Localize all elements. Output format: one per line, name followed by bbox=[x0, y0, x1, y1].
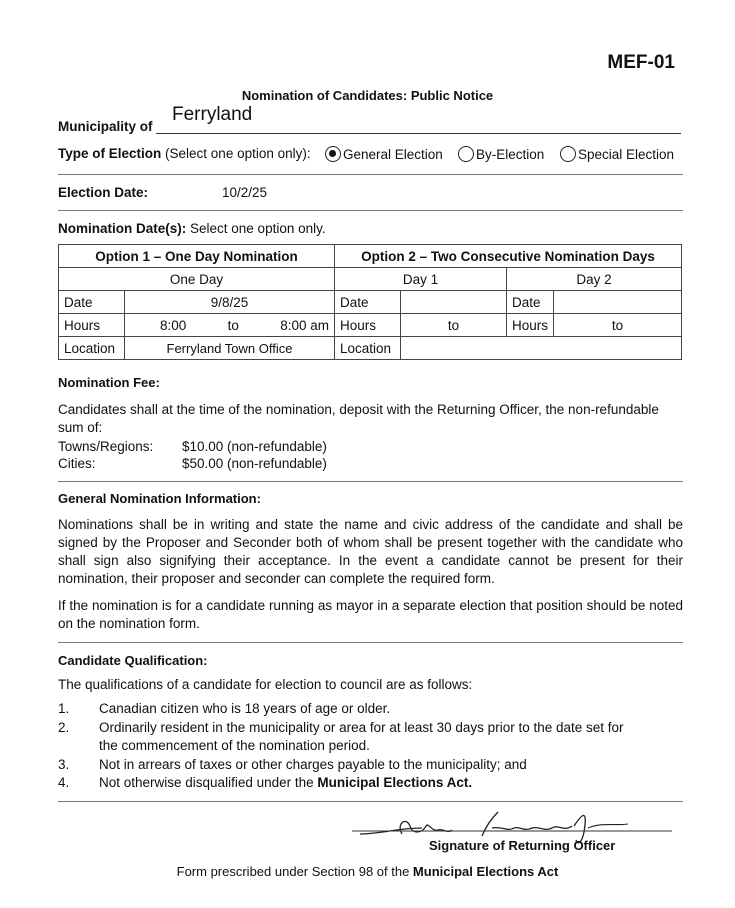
location-label: Location bbox=[59, 337, 125, 360]
hours-to-word: to bbox=[227, 317, 239, 333]
municipality-label: Municipality of bbox=[58, 119, 153, 134]
cities-value: $50.00 (non-refundable) bbox=[182, 456, 327, 471]
location-label: Location bbox=[335, 337, 401, 360]
table-row bbox=[59, 291, 682, 314]
nomination-dates-instruction: Select one option only. bbox=[190, 221, 326, 236]
option2-day1: Day 1 bbox=[335, 268, 507, 291]
option2-day1-date bbox=[401, 291, 507, 314]
option2-location bbox=[401, 337, 682, 360]
option1-hours-from: 8:00 bbox=[160, 317, 187, 333]
radio-by-election-label: By-Election bbox=[476, 146, 545, 162]
general-info-para2: If the nomination is for a candidate running as mayor in a separate election that position should be noted on the nomination form. bbox=[58, 598, 683, 631]
radio-empty-icon[interactable] bbox=[458, 146, 474, 162]
hours-label: Hours bbox=[335, 314, 401, 337]
list-item-text: Not in arrears of taxes or other charges payable to the municipality; and bbox=[99, 757, 527, 772]
footer-text bbox=[0, 864, 735, 879]
nomination-dates-heading: Nomination Date(s): bbox=[58, 221, 187, 236]
list-item bbox=[58, 774, 678, 792]
list-item-text: Canadian citizen who is 18 years of age or older. bbox=[99, 701, 391, 716]
list-item-text-prefix: Not otherwise disqualified under the bbox=[99, 775, 318, 790]
list-item bbox=[58, 756, 678, 774]
option2-day2-hours bbox=[554, 314, 682, 337]
date-label: Date bbox=[335, 291, 401, 314]
nomination-dates-label bbox=[58, 221, 326, 236]
option1-location: Ferryland Town Office bbox=[125, 337, 335, 360]
radio-special-election-label: Special Election bbox=[578, 146, 675, 162]
towns-label: Towns/Regions: bbox=[58, 439, 154, 454]
divider bbox=[58, 210, 683, 211]
footer-prefix: Form prescribed under Section 98 of the bbox=[176, 864, 413, 879]
radio-general-election[interactable] bbox=[325, 146, 443, 162]
election-date-label: Election Date: bbox=[58, 185, 149, 200]
form-code: MEF-01 bbox=[607, 52, 675, 73]
option2-title: Option 2 – Two Consecutive Nomination Days bbox=[335, 245, 682, 268]
general-info-para1: Nominations shall be in writing and state the name and civic address of the candidate and shall be signed by the Proposer and Seconder both of whom shall be present together with the candidate who shall sign also signifying their acceptance. In the event a candidate cannot be present for their nomination, their proposer and seconder can complete the required form. bbox=[58, 517, 683, 586]
signature-label: Signature of Returning Officer bbox=[429, 838, 616, 853]
date-label: Date bbox=[507, 291, 554, 314]
date-label: Date bbox=[59, 291, 125, 314]
option2-day1-hours bbox=[401, 314, 507, 337]
option1-subheader: One Day bbox=[59, 268, 335, 291]
list-item-number: 2. bbox=[58, 720, 70, 735]
table-row bbox=[59, 314, 682, 337]
divider bbox=[58, 642, 683, 643]
nomination-fee-heading: Nomination Fee: bbox=[58, 375, 160, 390]
footer-act: Municipal Elections Act bbox=[412, 864, 559, 879]
option2-day2: Day 2 bbox=[507, 268, 682, 291]
list-item-number: 3. bbox=[58, 757, 70, 772]
list-item bbox=[58, 719, 638, 755]
option1-hours bbox=[125, 314, 335, 337]
qualification-intro: The qualifications of a candidate for election to council are as follows: bbox=[58, 677, 473, 692]
table-row bbox=[59, 268, 682, 291]
nomination-dates-table bbox=[58, 244, 682, 360]
qualification-heading: Candidate Qualification: bbox=[58, 653, 208, 668]
election-type-label bbox=[58, 146, 311, 161]
radio-general-election-label: General Election bbox=[343, 146, 443, 162]
list-item bbox=[58, 700, 678, 718]
divider bbox=[58, 481, 683, 482]
radio-by-election[interactable] bbox=[458, 146, 544, 162]
hours-to-word: to bbox=[611, 317, 624, 333]
option2-day2-date bbox=[554, 291, 682, 314]
list-item-text bbox=[99, 774, 678, 792]
hours-label: Hours bbox=[59, 314, 125, 337]
option1-date: 9/8/25 bbox=[125, 291, 335, 314]
nomination-fee-text: Candidates shall at the time of the nomination, deposit with the Returning Officer, the non-refundable sum of: bbox=[58, 402, 659, 435]
notice-title: Nomination of Candidates: Public Notice bbox=[241, 88, 494, 103]
divider bbox=[58, 801, 683, 802]
municipality-value: Ferryland bbox=[172, 104, 253, 125]
list-item-number: 4. bbox=[58, 775, 70, 790]
radio-empty-icon[interactable] bbox=[560, 146, 576, 162]
general-info-heading: General Nomination Information: bbox=[58, 491, 261, 506]
election-type-heading: Type of Election bbox=[58, 146, 162, 161]
hours-to-word: to bbox=[447, 317, 460, 333]
table-row bbox=[59, 245, 682, 268]
table-row bbox=[59, 337, 682, 360]
act-name: Municipal Elections Act. bbox=[317, 775, 473, 790]
divider bbox=[58, 174, 683, 175]
radio-special-election[interactable] bbox=[560, 146, 674, 162]
election-date-value: 10/2/25 bbox=[222, 185, 268, 200]
municipality-underline bbox=[156, 133, 681, 134]
election-type-instruction: (Select one option only): bbox=[165, 146, 311, 161]
cities-label: Cities: bbox=[58, 456, 96, 471]
list-item-number: 1. bbox=[58, 701, 70, 716]
towns-value: $10.00 (non-refundable) bbox=[182, 439, 327, 454]
list-item-text: Ordinarily resident in the municipality or area for at least 30 days prior to the date set for the commencement of the nomination period. bbox=[99, 720, 624, 753]
hours-label: Hours bbox=[507, 314, 554, 337]
option1-hours-to: 8:00 am bbox=[280, 317, 329, 333]
radio-selected-icon[interactable] bbox=[325, 146, 341, 162]
option1-title: Option 1 – One Day Nomination bbox=[59, 245, 335, 268]
